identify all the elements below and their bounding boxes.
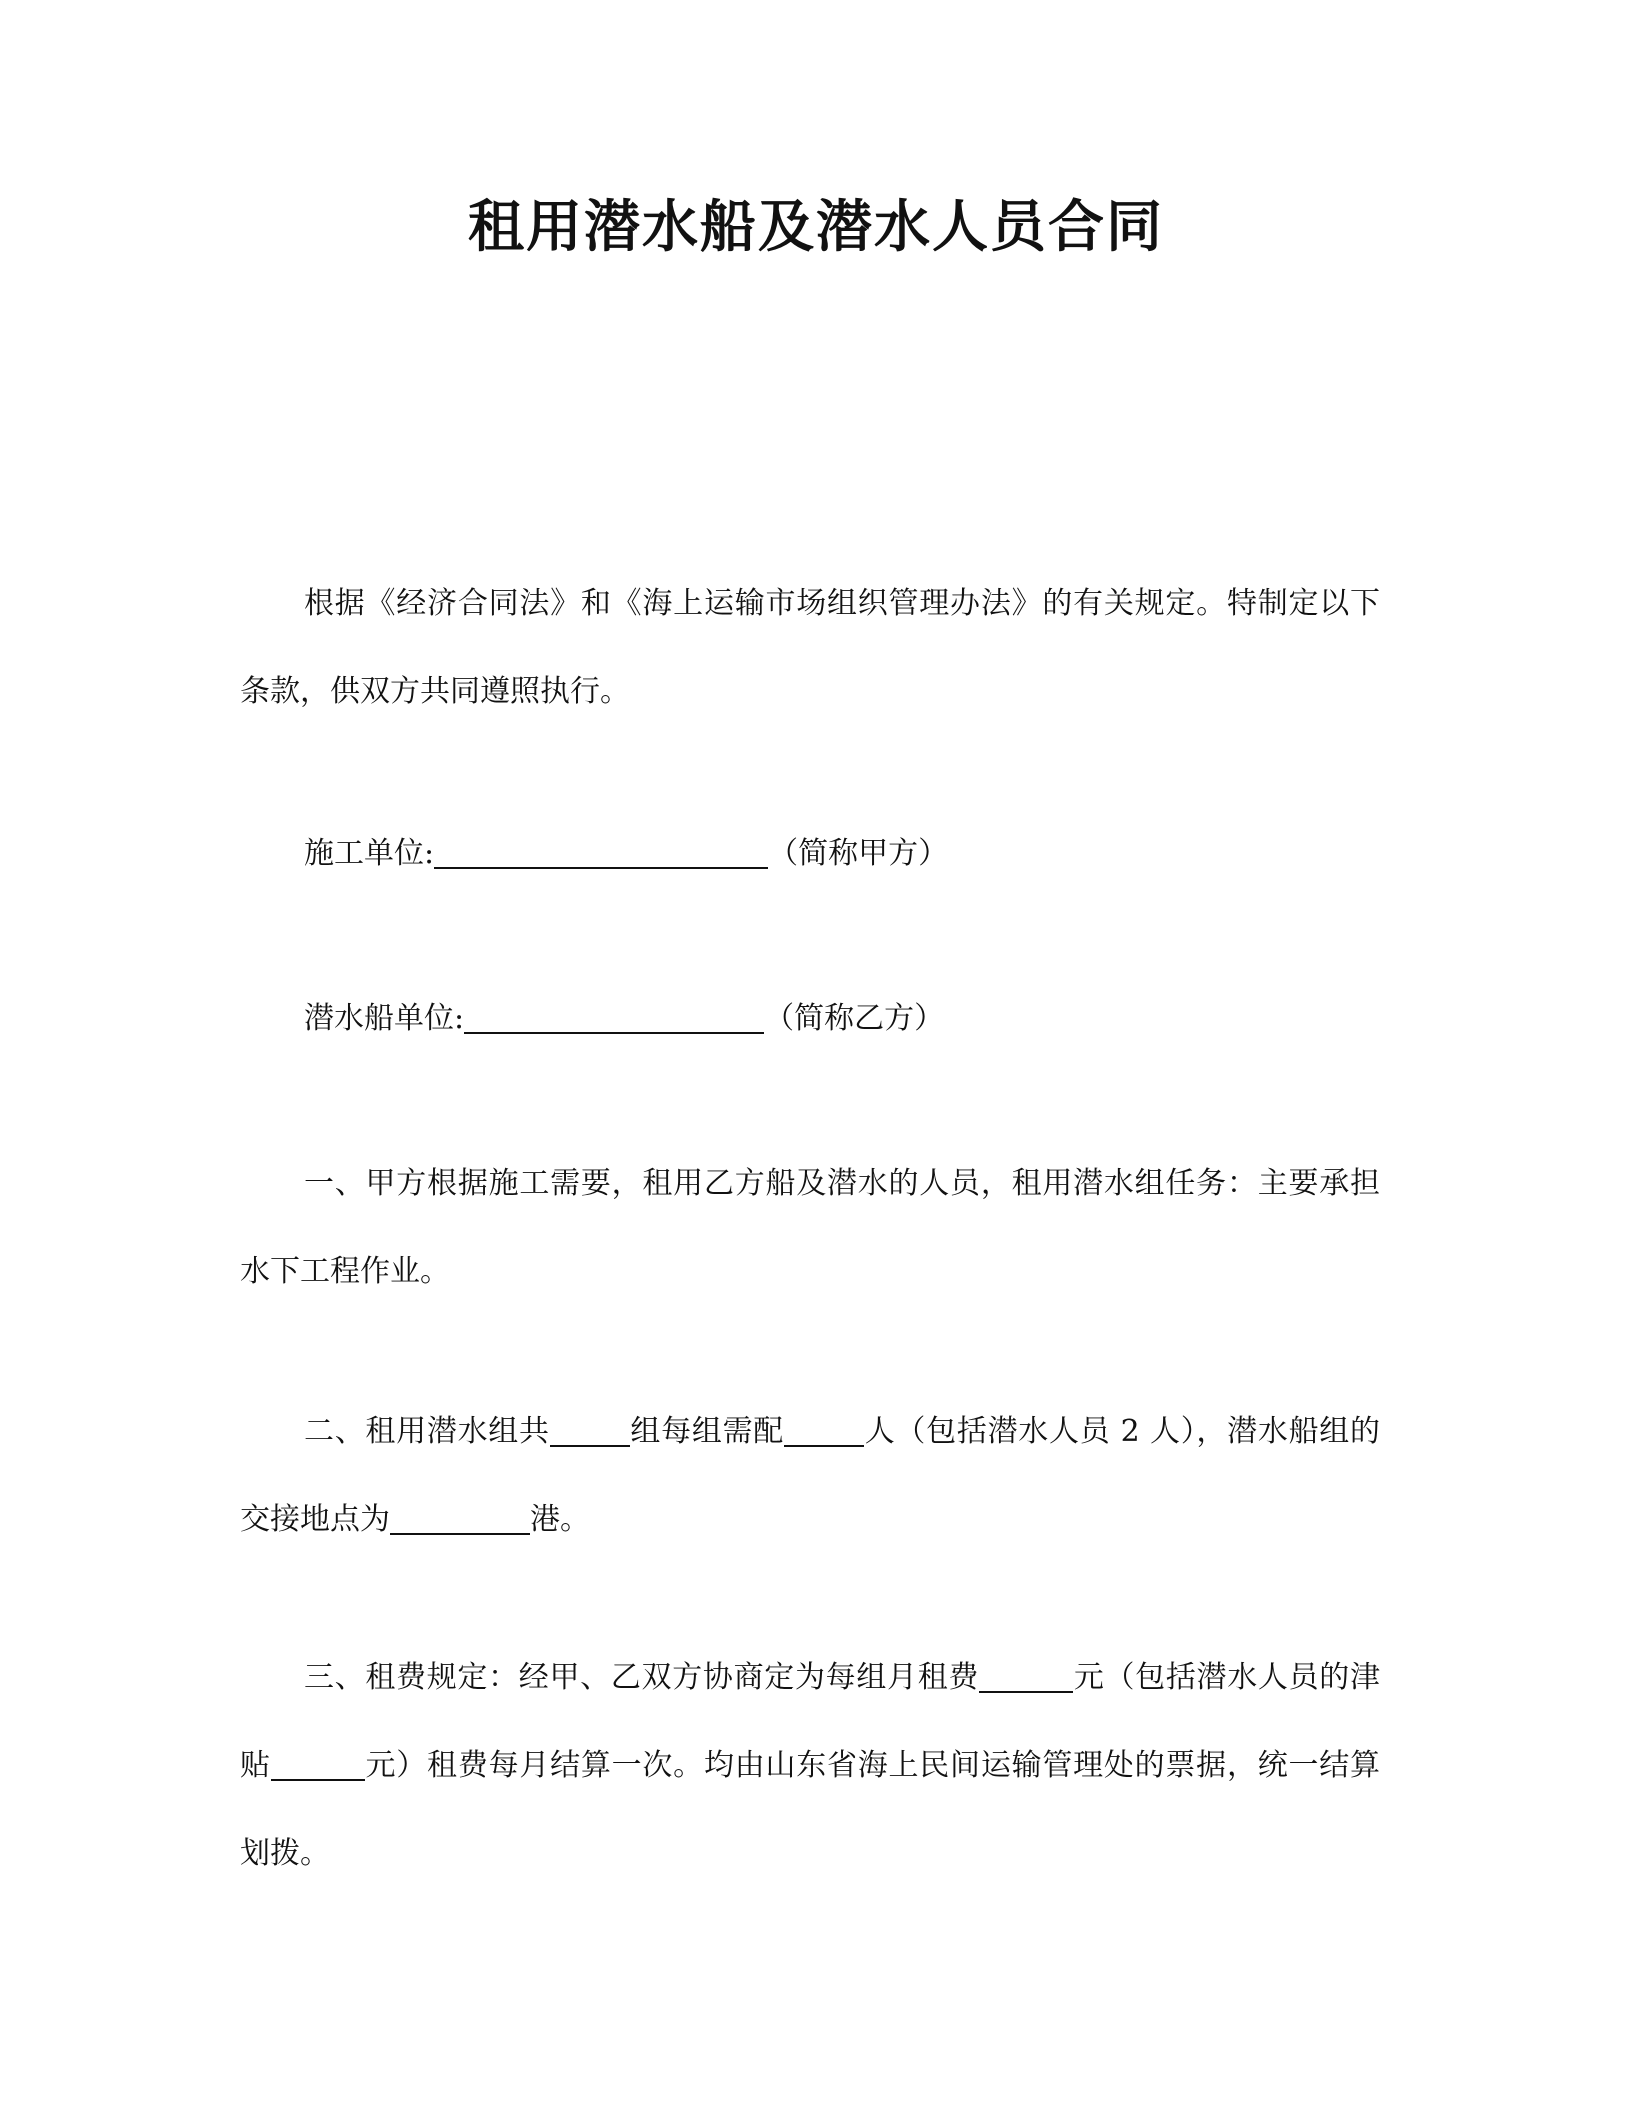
party-a-label: 施工单位: (304, 836, 435, 871)
clause-3-part3: 元）租费每月结算一次。均由山东省海上民间运输管理处的票据，统一结算划拨。 (240, 1748, 1380, 1871)
clause-2-part2: 组每组需配 (629, 1414, 784, 1449)
people-per-group-blank (784, 1415, 864, 1447)
clause-3-part1: 三、租费规定：经甲、乙双方协商定为每组月租费 (304, 1660, 980, 1695)
group-count-blank (550, 1415, 630, 1447)
party-a-suffix: （简称甲方） (768, 836, 949, 871)
party-b-blank (464, 1002, 764, 1034)
monthly-fee-blank (979, 1661, 1073, 1693)
clause-2-part1: 二、租用潜水组共 (304, 1414, 550, 1449)
clause-2-part3: 人（包括潜水人员 2 人），潜水船组的交接地点为 (240, 1414, 1380, 1537)
document-title: 租用潜水船及潜水人员合同 (468, 195, 1164, 260)
clause-2-part4: 港。 (530, 1502, 590, 1537)
allowance-blank (271, 1749, 365, 1781)
party-b-label: 潜水船单位: (304, 1001, 465, 1036)
clause-2 (240, 1388, 1380, 1564)
clause-3-part2: 元（包括潜水人员的津贴 (240, 1660, 1380, 1783)
intro-paragraph: 根据《经济合同法》和《海上运输市场组织管理办法》的有关规定。特制定以下条款，供双方共同遵照执行。 (240, 586, 1380, 709)
party-a-blank (434, 837, 768, 869)
party-b-line (240, 975, 1380, 1063)
party-b-suffix: （简称乙方） (764, 1001, 945, 1036)
clause-3 (240, 1634, 1380, 1898)
party-a-line (240, 810, 1380, 898)
clause-1: 一、甲方根据施工需要，租用乙方船及潜水的人员，租用潜水组任务：主要承担水下工程作业。 (240, 1166, 1380, 1289)
handover-port-blank (390, 1503, 530, 1535)
